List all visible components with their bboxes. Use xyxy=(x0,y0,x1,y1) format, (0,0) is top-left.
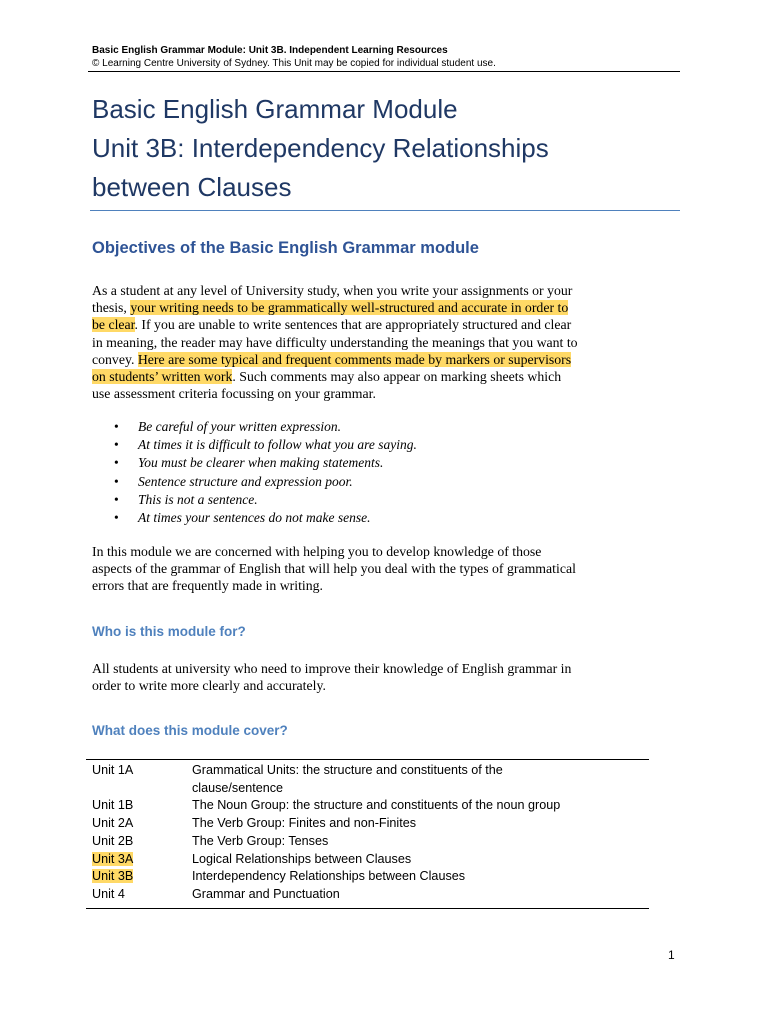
who-heading: Who is this module for? xyxy=(92,624,246,639)
unit-description: Logical Relationships between Clauses xyxy=(192,851,412,866)
unit-code-highlighted: Unit 3B xyxy=(92,869,134,884)
bullet-icon: • xyxy=(114,419,119,434)
list-item: • You must be clearer when making statements. xyxy=(114,454,417,472)
list-item: • At times your sentences do not make sense. xyxy=(114,509,417,527)
list-item: • Be careful of your written expression. xyxy=(114,418,417,436)
highlighted-text: Here are some typical and frequent comments made by markers or supervisors xyxy=(137,351,572,367)
title-line-1: Basic English Grammar Module xyxy=(92,94,458,124)
unit-description: Grammatical Units: the structure and constituents of the xyxy=(192,763,503,777)
page-number: 1 xyxy=(668,948,675,962)
table-row xyxy=(86,815,649,833)
document-title xyxy=(92,90,549,207)
bullet-icon: • xyxy=(114,473,119,489)
unit-code: Unit 2B xyxy=(92,833,134,848)
list-item: • This is not a sentence. xyxy=(114,491,417,509)
bullet-icon: • xyxy=(114,491,119,507)
bullet-icon: • xyxy=(114,437,119,453)
unit-description: The Verb Group: Tenses xyxy=(192,833,329,848)
list-item: • Sentence structure and expression poor. xyxy=(114,473,417,491)
table-row xyxy=(86,886,649,904)
title-line-2: Unit 3B: Interdependency Relationships xyxy=(92,133,549,163)
objectives-paragraph-2: In this module we are concerned with helping you to develop knowledge of those aspects of the grammar of English that will help you deal with the types of grammatical errors that are frequently made in writing. xyxy=(92,544,576,594)
table-row xyxy=(86,762,649,797)
highlighted-text: be clear xyxy=(92,317,135,333)
objectives-heading: Objectives of the Basic English Grammar module xyxy=(92,239,479,257)
unit-description: Grammar and Punctuation xyxy=(192,886,340,901)
objectives-paragraph-1: As a student at any level of University study, when you write your assignments or your thesis, your writing needs to be grammatically well-structured and accurate in order to be clear. If you are unable to write sentences that are appropriately structured and clear in meaning, the reader may have difficulty understanding the meanings that you want to convey. Here are some typical and frequent comments made by markers or supervisors on students’ written work. Such comments may also appear on marking sheets which use assessment criteria focussing on your grammar. xyxy=(92,283,578,402)
header-line-1: Basic English Grammar Module: Unit 3B. Independent Learning Resources xyxy=(92,45,448,56)
unit-code: Unit 4 xyxy=(92,886,125,901)
table-row xyxy=(86,851,649,869)
bullet-icon: • xyxy=(114,455,119,471)
unit-code: Unit 1B xyxy=(92,798,134,813)
highlighted-text: your writing needs to be grammatically well-structured and accurate in order to xyxy=(130,300,569,316)
header-divider xyxy=(88,71,680,72)
table-row xyxy=(86,797,649,815)
unit-code: Unit 1A xyxy=(92,763,134,777)
title-line-3: between Clauses xyxy=(92,172,292,202)
unit-code-highlighted: Unit 3A xyxy=(92,851,134,866)
unit-description-continued: clause/sentence xyxy=(192,780,284,795)
title-divider xyxy=(90,210,680,211)
comments-bullet-list xyxy=(114,418,417,527)
table-row xyxy=(86,833,649,851)
header-line-2: © Learning Centre University of Sydney. This Unit may be copied for individual student use. xyxy=(92,58,496,69)
cover-heading: What does this module cover? xyxy=(92,723,288,738)
running-header xyxy=(92,44,496,70)
unit-code: Unit 2A xyxy=(92,816,134,831)
list-item: • At times it is difficult to follow what you are saying. xyxy=(114,436,417,454)
unit-description: The Verb Group: Finites and non-Finites xyxy=(192,816,417,831)
bullet-icon: • xyxy=(114,510,119,526)
unit-description: The Noun Group: the structure and constituents of the noun group xyxy=(192,798,561,813)
highlighted-text: on students’ written work xyxy=(92,369,233,385)
unit-description: Interdependency Relationships between Clauses xyxy=(192,869,466,884)
units-table xyxy=(86,759,649,909)
table-row xyxy=(86,868,649,886)
who-paragraph: All students at university who need to improve their knowledge of English grammar in order to write more clearly and accurately. xyxy=(92,661,572,694)
